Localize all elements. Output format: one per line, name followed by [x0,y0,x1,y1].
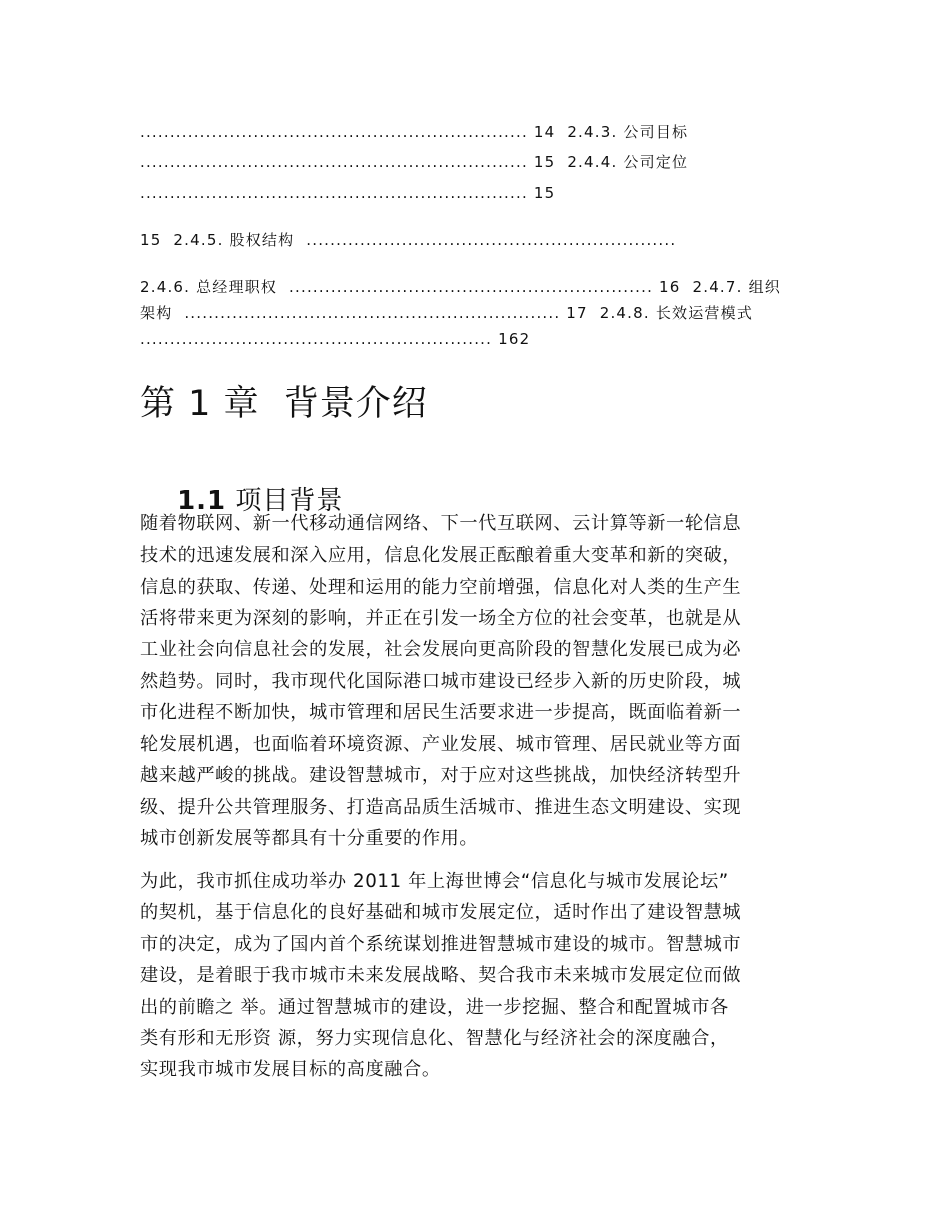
paragraph-line: 然趋势。同时，我市现代化国际港口城市建设已经步入新的历史阶段，城 [140,671,742,692]
paragraph-line: 越来越严峻的挑战。建设智慧城市，对于应对这些挑战，加快经济转型升 [140,765,742,786]
toc-line[interactable]: 架构 ............................................................... 17 2.4.8. 长效运营模式 [140,304,754,322]
paragraph-line: 出的前瞻之 举。通过智慧城市的建设，进一步挖掘、整合和配置城市各 [140,997,729,1018]
paragraph-line: 建设，是着眼于我市城市未来发展战略、契合我市未来城市发展定位而做 [140,965,742,986]
paragraph-line: 市化进程不断加快，城市管理和居民生活要求进一步提高，既面临着新一 [140,702,742,723]
paragraph-line: 信息的获取、传递、处理和运用的能力空前增强，信息化对人类的生产生 [140,577,742,598]
toc-line[interactable]: 15 2.4.5. 股权结构 .............................................................. [140,231,677,249]
toc-line[interactable]: ........................................................... 162 [140,330,531,348]
toc-line[interactable]: 2.4.6. 总经理职权 ............................................................. 16 2.4.7. 组织 [140,278,781,296]
paragraph-line: 类有形和无形资 源，努力实现信息化、智慧化与经济社会的深度融合， [140,1028,729,1049]
paragraph-line: 为此，我市抓住成功举办 2011 年上海世博会“信息化与城市发展论坛” [140,871,729,892]
toc-line[interactable]: ................................................................. 15 2.4.4. 公司定位 [140,153,689,171]
paragraph-line: 城市创新发展等都具有十分重要的作用。 [140,828,479,849]
section-number: 1.1 [177,486,227,516]
toc-line[interactable]: ................................................................. 15 [140,184,556,202]
paragraph-line: 轮发展机遇，也面临着环境资源、产业发展、城市管理、居民就业等方面 [140,734,742,755]
paragraph-line: 级、提升公共管理服务、打造高品质生活城市、推进生态文明建设、实现 [140,797,742,818]
paragraph-line: 随着物联网、新一代移动通信网络、下一代互联网、云计算等新一轮信息 [140,513,742,534]
paragraph-line: 技术的迅速发展和深入应用，信息化发展正酝酿着重大变革和新的突破， [140,545,742,566]
paragraph-line: 的契机，基于信息化的良好基础和城市发展定位，适时作出了建设智慧城 [140,902,742,923]
paragraph-line: 活将带来更为深刻的影响，并正在引发一场全方位的社会变革，也就是从 [140,608,742,629]
toc-line[interactable]: ................................................................. 14 2.4.3. 公司目标 [140,123,689,141]
section-title: 项目背景 [226,486,344,516]
paragraph-line: 实现我市城市发展目标的高度融合。 [140,1059,441,1080]
chapter-heading: 第 1 章 背景介绍 [140,384,428,424]
paragraph-line: 市的决定，成为了国内首个系统谋划推进智慧城市建设的城市。智慧城市 [140,934,742,955]
paragraph-line: 工业社会向信息社会的发展，社会发展向更高阶段的智慧化发展已成为必 [140,639,742,660]
